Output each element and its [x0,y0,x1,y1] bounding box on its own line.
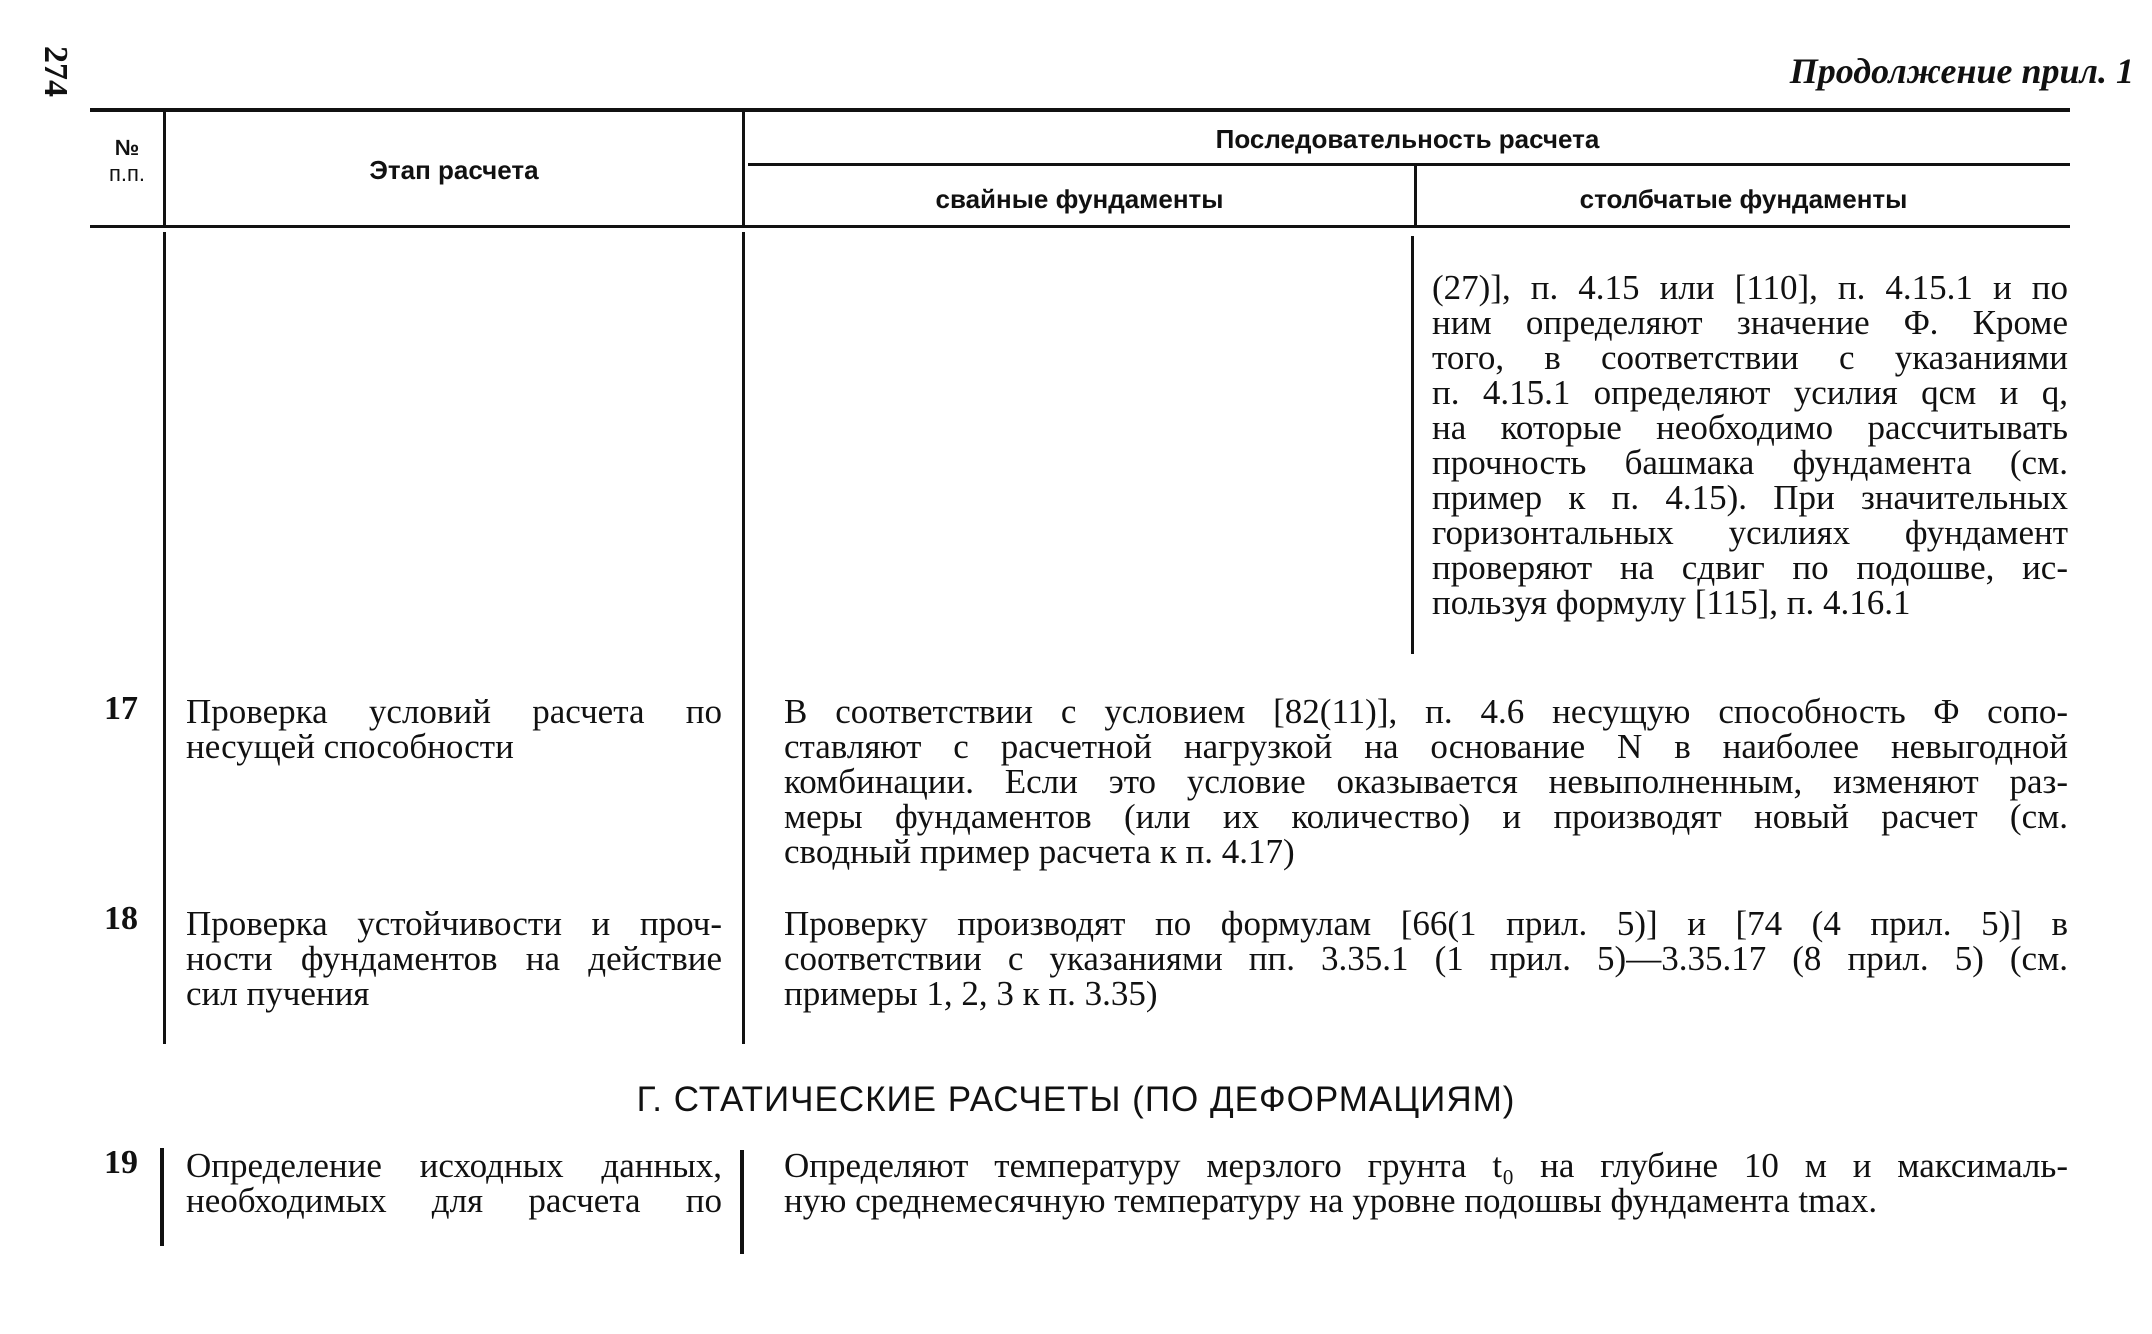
row-17-stage: Проверка условий расчета по несущей способности [186,692,722,766]
continued-column-cell: (27)], п. 4.15 или [110], п. 4.15.1 и по ним определяют значение Φ. Кроме того, в соответствии с указаниями п. 4.15.1 определяют усилия qсм и q, на которые необходимо рассчитывать прочность башмака фундамента (см. пример к п. 4.15). При значительных горизонтальных усилиях фундамент проверяют на сдвиг по подошве, ис- пользуя формулу [115], п. 4.16.1 [1432,268,2068,622]
header-pile-foundations: свайные фундаменты [935,184,1224,214]
table-top-rule [90,108,2070,112]
row-19-divider-2 [740,1150,744,1254]
section-title: Г. СТАТИЧЕСКИЕ РАСЧЕТЫ (ПО ДЕФОРМАЦИЯМ) [636,1080,1516,1119]
row-17-sequence: В соответствии с условием [82(11)], п. 4.6 несущую способность Φ сопо- ставляют с расчетной нагрузкой на основание N в наиболее невыгодной комбинации. Если это условие оказывается невыполненным, изменяют раз- меры фундаментов (или их количество) и производят новый расчет (см. сводный пример расчета к п. 4.17) [784,692,2068,871]
row-19-number: 19 [104,1144,138,1181]
header-num-abbrev: п.п. [108,161,146,186]
header-num [90,135,164,187]
body-divider-2 [742,232,745,1044]
continuation-label: Продолжение прил. 1 [1789,51,2134,91]
header-num-symbol: № [114,135,140,160]
body-divider-3 [1411,236,1414,654]
header-bottom-rule [90,225,2070,228]
subheader-rule [748,163,2070,166]
header-column-foundations: столбчатые фундаменты [1579,184,1908,214]
row-18-number: 18 [104,900,138,937]
row-19-divider-1 [160,1148,164,1246]
row-19-sequence: Определяют температуру мерзлого грунта t₀ на глубине 10 м и максималь- ную среднемесячную температуру на уровне подошвы фундамента tmax. [784,1146,2068,1220]
row-17-number: 17 [104,690,138,727]
page-number: 274 [37,46,74,97]
header-stage: Этап расчета [369,155,539,185]
header-sequence: Последовательность расчета [1215,124,1600,154]
body-divider-1 [163,232,166,1044]
row-18-stage: Проверка устойчивости и проч- ности фундаментов на действие сил пучения [186,904,722,1013]
row-18-sequence: Проверку производят по формулам [66(1 прил. 5)] и [74 (4 прил. 5)] в соответствии с указаниями пп. 3.35.1 (1 прил. 5)—3.35.17 (8 прил. 5) (см. примеры 1, 2, 3 к п. 3.35) [784,904,2068,1013]
row-19-stage: Определение исходных данных, необходимых для расчета по [186,1146,722,1220]
